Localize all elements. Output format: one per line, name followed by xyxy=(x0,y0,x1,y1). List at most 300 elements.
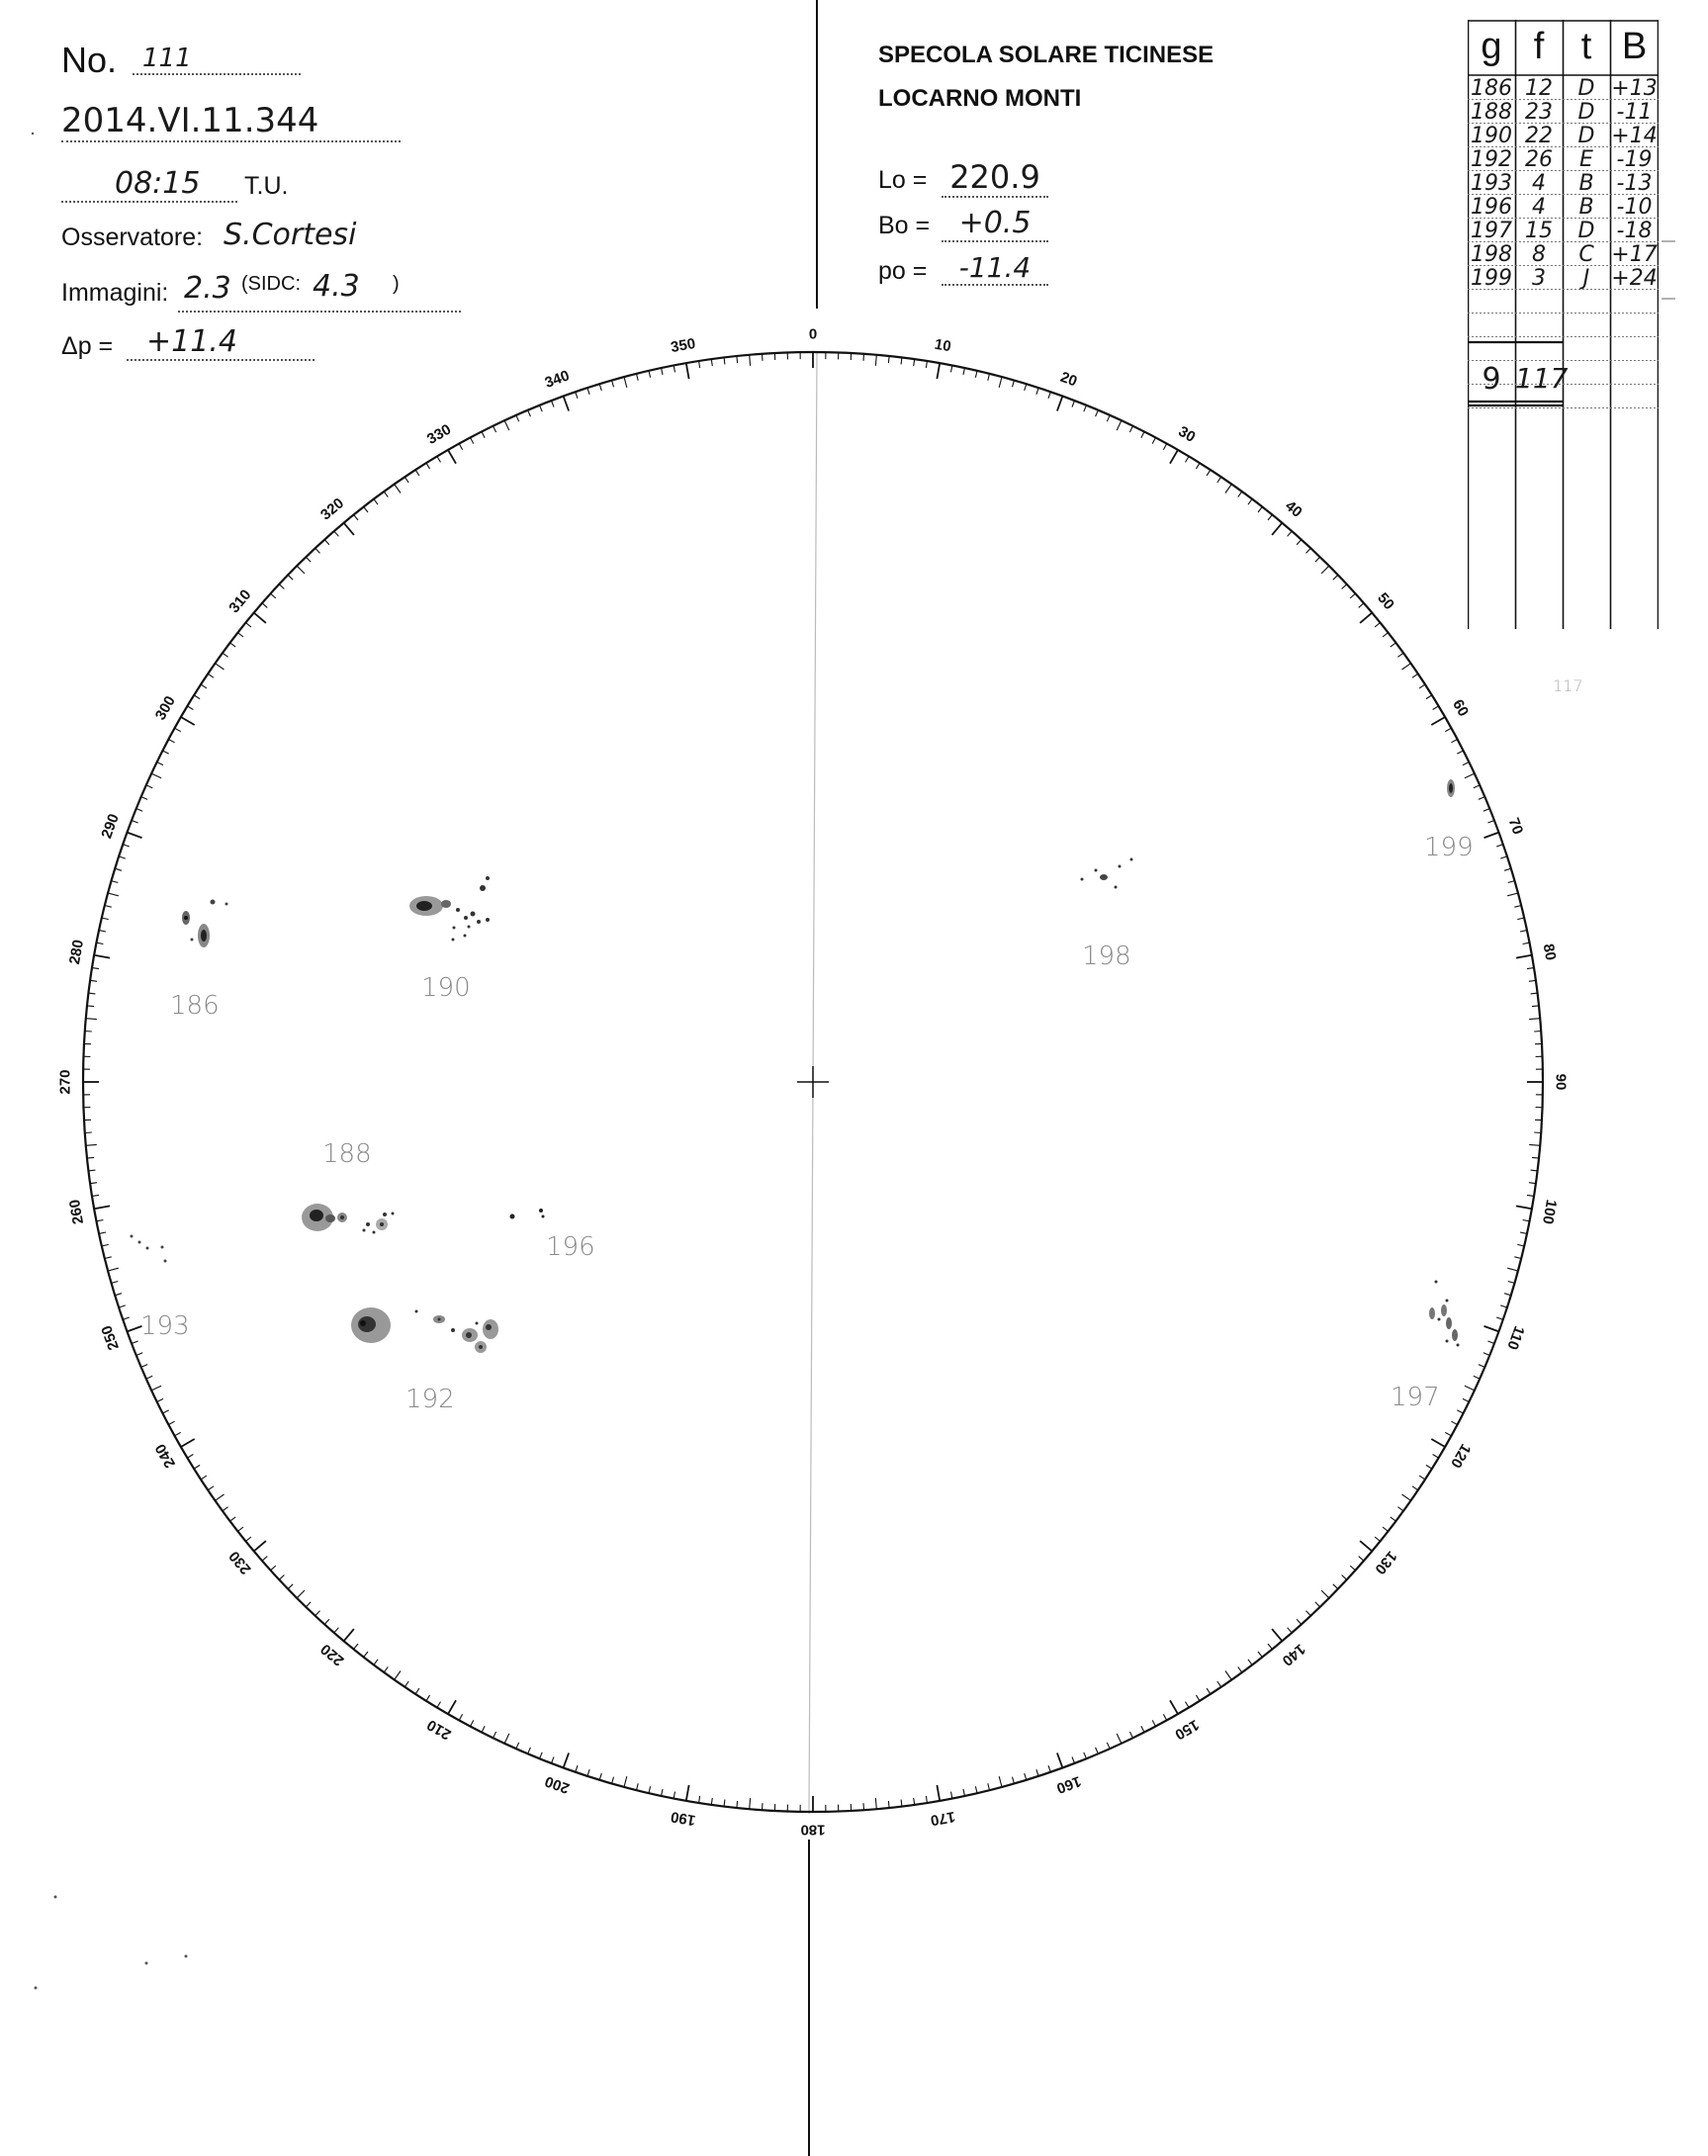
degree-tick xyxy=(1483,1353,1490,1356)
degree-tick xyxy=(315,548,320,553)
degree-tick xyxy=(763,1803,764,1810)
degree-tick xyxy=(1217,477,1221,483)
degree-tick xyxy=(662,1789,663,1796)
degree-tick xyxy=(1402,664,1411,670)
degree-tick xyxy=(1517,1244,1524,1246)
sunspot-group-190 xyxy=(409,876,490,942)
B0-label: Bo = xyxy=(878,212,931,239)
degree-tick xyxy=(1426,1465,1432,1469)
table-cell-g: 188 xyxy=(1471,100,1512,125)
degree-tick xyxy=(254,613,266,623)
degree-tick xyxy=(94,955,110,958)
degree-tick xyxy=(1383,633,1389,637)
degree-tick xyxy=(237,633,243,637)
degree-tick xyxy=(306,557,311,562)
degree-tick xyxy=(1306,548,1311,553)
degree-tick xyxy=(914,359,915,366)
degree-label: 230 xyxy=(225,1547,255,1577)
degree-tick xyxy=(384,492,388,497)
degree-tick xyxy=(901,1800,902,1807)
number-value: 111 xyxy=(133,44,301,75)
degree-tick xyxy=(1107,1743,1110,1749)
degree-label: 310 xyxy=(225,586,255,617)
degree-tick xyxy=(384,1666,388,1672)
degree-tick xyxy=(1514,906,1521,908)
degree-tick xyxy=(1402,1494,1411,1500)
degree-tick xyxy=(1350,593,1355,598)
degree-tick xyxy=(1391,643,1396,647)
degree-tick xyxy=(1306,1611,1311,1616)
degree-tick xyxy=(426,463,430,469)
degree-tick xyxy=(271,1566,276,1571)
degree-tick xyxy=(1426,695,1432,699)
table-cell-g: 192 xyxy=(1471,147,1512,172)
observer-value: S.Cortesi xyxy=(224,218,357,252)
degree-tick xyxy=(246,1537,251,1541)
degree-tick xyxy=(364,506,368,512)
degree-tick xyxy=(1531,993,1538,994)
degree-tick xyxy=(1013,381,1015,388)
degree-tick xyxy=(405,1681,408,1687)
degree-tick xyxy=(914,1798,915,1805)
degree-tick xyxy=(1238,1666,1242,1672)
degree-tick xyxy=(1321,1590,1329,1598)
degree-tick xyxy=(1342,584,1347,589)
degree-label: 200 xyxy=(542,1772,573,1797)
degree-tick xyxy=(875,355,876,366)
degree-label: 140 xyxy=(1278,1640,1308,1669)
degree-tick xyxy=(374,499,378,505)
table-cell-g: 198 xyxy=(1471,242,1512,267)
sunspot-group-186 xyxy=(182,900,228,948)
table-cell-f: 23 xyxy=(1525,100,1553,125)
degree-tick xyxy=(1258,1652,1262,1658)
degree-tick xyxy=(437,456,441,462)
degree-tick xyxy=(201,684,207,688)
sunspot-group-199 xyxy=(1447,779,1455,797)
group-label-196: 196 xyxy=(546,1232,595,1262)
degree-tick xyxy=(516,1743,519,1749)
L0-value: 220.9 xyxy=(942,158,1048,198)
degree-tick xyxy=(863,1803,864,1810)
group-label-186: 186 xyxy=(170,991,220,1021)
degree-tick xyxy=(136,1353,143,1356)
degree-tick xyxy=(482,1726,485,1732)
degree-tick xyxy=(123,845,130,847)
degree-tick xyxy=(1451,1421,1457,1424)
degree-tick xyxy=(1496,1317,1503,1319)
degree-tick xyxy=(181,1439,195,1447)
degree-tick xyxy=(216,664,225,670)
degree-tick xyxy=(649,371,651,378)
degree-tick xyxy=(89,1170,96,1171)
degree-tick xyxy=(1433,1455,1439,1459)
table-cell-g: 196 xyxy=(1471,195,1512,220)
col-header-f: f xyxy=(1533,26,1545,67)
table-cell-g: 197 xyxy=(1471,219,1512,243)
degree-tick xyxy=(1451,740,1457,743)
degree-tick xyxy=(1272,523,1282,535)
degree-tick xyxy=(108,1268,119,1271)
group-label-198: 198 xyxy=(1082,942,1131,971)
degree-tick xyxy=(1484,833,1499,839)
degree-tick xyxy=(1057,397,1063,411)
table-cell-f: 15 xyxy=(1525,219,1553,243)
degree-tick xyxy=(1117,1734,1122,1744)
degree-tick xyxy=(1433,706,1439,710)
degree-tick xyxy=(1419,1476,1425,1480)
degree-tick xyxy=(963,1789,964,1796)
degree-tick xyxy=(374,1660,378,1665)
degree-tick xyxy=(1084,1752,1087,1759)
images-value: 2.3 xyxy=(184,271,231,306)
degree-tick xyxy=(87,1157,94,1158)
degree-tick xyxy=(875,1798,876,1809)
table-cell-t: J xyxy=(1582,266,1590,291)
degree-label: 0 xyxy=(808,325,818,343)
degree-tick xyxy=(1036,388,1038,395)
degree-tick xyxy=(1534,1032,1541,1033)
degree-tick xyxy=(504,1734,509,1744)
group-label-199: 199 xyxy=(1424,833,1474,862)
degree-tick xyxy=(1431,1439,1445,1447)
degree-tick xyxy=(494,1732,496,1738)
degree-tick xyxy=(863,354,864,361)
degree-tick xyxy=(279,584,284,589)
group-label-197: 197 xyxy=(1391,1383,1440,1412)
degree-tick xyxy=(528,410,531,416)
degree-tick xyxy=(306,1602,311,1607)
table-cell-t: C xyxy=(1578,242,1594,267)
degree-tick xyxy=(888,356,889,363)
degree-tick xyxy=(1048,1765,1050,1772)
table-cell-B: +14 xyxy=(1611,124,1658,148)
table-cell-B: +17 xyxy=(1611,242,1658,267)
degree-tick xyxy=(168,1421,174,1424)
degree-tick xyxy=(1516,1206,1532,1209)
degree-tick xyxy=(1520,931,1527,932)
degree-tick xyxy=(1315,1602,1320,1607)
degree-tick xyxy=(1474,785,1480,788)
group-label-190: 190 xyxy=(421,973,471,1003)
degree-tick xyxy=(132,1341,138,1344)
degree-tick xyxy=(1141,1726,1144,1732)
degree-label: 130 xyxy=(1371,1547,1400,1577)
degree-tick xyxy=(1504,868,1511,870)
degree-tick xyxy=(1360,1541,1372,1551)
degree-tick xyxy=(1507,1268,1518,1271)
degree-tick xyxy=(1268,1644,1272,1649)
degree-tick xyxy=(1419,684,1425,688)
degree-tick xyxy=(208,674,214,677)
degree-tick xyxy=(105,1257,112,1259)
degree-tick xyxy=(1163,1714,1166,1720)
degree-tick xyxy=(1025,384,1027,391)
degree-label: 90 xyxy=(1552,1073,1570,1091)
degree-tick xyxy=(576,1765,578,1772)
degree-tick xyxy=(1107,415,1110,421)
degree-tick xyxy=(354,515,358,520)
degree-tick xyxy=(1523,1220,1530,1221)
degree-label: 240 xyxy=(151,1440,179,1472)
degree-tick xyxy=(237,1527,243,1531)
degree-tick xyxy=(1534,1132,1541,1133)
sunspot-group-193 xyxy=(131,1235,167,1263)
degree-tick xyxy=(123,1317,130,1319)
degree-tick xyxy=(90,1183,97,1184)
images-label: Immagini: xyxy=(61,279,169,307)
table-cell-t: B xyxy=(1578,195,1594,220)
degree-tick xyxy=(87,1006,94,1007)
degree-tick xyxy=(1207,1688,1211,1694)
degree-tick xyxy=(540,1752,543,1759)
degree-tick xyxy=(1529,980,1536,981)
degree-tick xyxy=(1516,955,1532,958)
degree-tick xyxy=(1152,437,1155,443)
degree-tick xyxy=(504,420,509,430)
degree-tick xyxy=(334,1628,339,1633)
degree-label: 50 xyxy=(1374,589,1397,613)
degree-label: 280 xyxy=(65,938,88,966)
degree-tick xyxy=(437,1702,441,1708)
degree-tick xyxy=(1375,623,1380,627)
degree-tick xyxy=(1248,1660,1252,1665)
degree-tick xyxy=(146,785,152,788)
degree-tick xyxy=(1431,717,1445,725)
degree-label: 290 xyxy=(98,811,123,842)
sunspot-group-188 xyxy=(302,1204,395,1234)
degree-tick xyxy=(97,1220,104,1221)
degree-tick xyxy=(194,695,200,699)
degree-tick xyxy=(1096,410,1099,416)
degree-label: 220 xyxy=(317,1640,348,1669)
degree-tick xyxy=(102,918,109,920)
degree-tick xyxy=(151,1386,161,1391)
degree-tick xyxy=(105,906,112,908)
sidc-value: 4.3 xyxy=(313,269,360,304)
degree-tick xyxy=(1272,1629,1282,1641)
degree-tick xyxy=(1207,470,1211,476)
degree-tick xyxy=(763,354,764,361)
degree-tick xyxy=(181,717,195,725)
degree-tick xyxy=(951,366,952,373)
table-cell-t: D xyxy=(1577,124,1595,148)
degree-tick xyxy=(194,1465,200,1469)
degree-tick xyxy=(157,763,163,765)
degree-tick xyxy=(1072,1756,1075,1763)
table-cell-B: -11 xyxy=(1616,100,1653,125)
degree-tick xyxy=(90,980,97,981)
degree-tick xyxy=(1170,1700,1178,1714)
degree-tick xyxy=(102,1244,109,1246)
degree-tick xyxy=(1500,856,1507,858)
degree-tick xyxy=(1152,1720,1155,1726)
table-cell-f: 12 xyxy=(1525,76,1553,101)
degree-label: 260 xyxy=(65,1198,88,1226)
degree-tick xyxy=(1500,1305,1507,1307)
degree-tick xyxy=(1360,613,1372,623)
degree-tick xyxy=(482,431,485,437)
table-cell-t: D xyxy=(1577,100,1595,125)
degree-tick xyxy=(1025,1773,1027,1780)
degree-tick xyxy=(288,1584,293,1589)
table-cell-f: 3 xyxy=(1532,266,1546,291)
table-cell-B: +13 xyxy=(1611,76,1658,101)
degree-tick xyxy=(1186,456,1190,462)
degree-tick xyxy=(724,1800,725,1807)
table-cell-B: -13 xyxy=(1616,171,1653,196)
degree-tick xyxy=(686,363,689,379)
degree-tick xyxy=(297,566,305,574)
degree-tick xyxy=(146,1376,152,1379)
degree-tick xyxy=(471,437,474,443)
degree-label: 160 xyxy=(1053,1772,1084,1797)
degree-tick xyxy=(262,603,267,608)
degree-tick xyxy=(1483,809,1490,812)
degree-tick xyxy=(699,361,700,368)
date-value xyxy=(61,101,401,142)
col-header-B: B xyxy=(1621,26,1648,67)
degree-tick xyxy=(459,444,462,450)
degree-tick xyxy=(89,993,96,994)
sunspot-group-196 xyxy=(510,1209,545,1219)
time-unit: T.U. xyxy=(244,172,289,200)
degree-tick xyxy=(175,1432,181,1435)
degree-tick xyxy=(1196,463,1200,469)
degree-tick xyxy=(624,377,627,388)
degree-tick xyxy=(108,893,119,896)
col-header-t: t xyxy=(1580,26,1592,67)
degree-tick xyxy=(1141,431,1144,437)
degree-tick xyxy=(1350,1566,1355,1571)
degree-tick xyxy=(334,531,339,536)
degree-tick xyxy=(132,821,138,824)
degree-tick xyxy=(711,359,712,366)
degree-tick xyxy=(1186,1702,1190,1708)
degree-label: 210 xyxy=(423,1716,455,1744)
degree-tick xyxy=(926,1796,927,1803)
degree-tick xyxy=(315,1611,320,1616)
degree-tick xyxy=(1507,893,1518,896)
degree-tick xyxy=(86,1019,97,1020)
degree-tick xyxy=(1487,821,1494,824)
group-label-188: 188 xyxy=(322,1139,372,1169)
B0-value: +0.5 xyxy=(942,206,1048,242)
table-cell-f: 26 xyxy=(1525,147,1553,172)
degree-tick xyxy=(951,1792,952,1799)
degree-tick xyxy=(344,1629,354,1641)
degree-tick xyxy=(1084,405,1087,412)
degree-tick xyxy=(1527,968,1534,969)
degree-tick xyxy=(1359,603,1364,608)
observer-label: Osservatore: xyxy=(61,224,204,251)
degree-tick xyxy=(1129,1732,1132,1738)
table-cell-B: -19 xyxy=(1616,147,1653,172)
degree-label: 40 xyxy=(1282,497,1305,521)
degree-tick xyxy=(1238,492,1242,497)
degree-tick xyxy=(1057,1753,1063,1768)
degree-tick xyxy=(1474,1376,1480,1379)
degree-tick xyxy=(128,833,142,839)
degree-tick xyxy=(540,405,543,412)
degree-label: 20 xyxy=(1057,368,1080,391)
degree-tick xyxy=(187,706,193,710)
degree-tick xyxy=(1072,401,1075,407)
degree-tick xyxy=(354,1644,358,1649)
degree-tick xyxy=(1383,1527,1389,1531)
degree-tick xyxy=(975,371,977,378)
degree-tick xyxy=(115,1294,122,1296)
degree-tick xyxy=(587,1769,589,1776)
degree-tick xyxy=(1463,1398,1469,1401)
degree-tick xyxy=(1268,515,1272,520)
sidc-label: (SIDC: xyxy=(241,273,301,295)
degree-tick xyxy=(471,1720,474,1726)
degree-tick xyxy=(711,1798,712,1805)
degree-tick xyxy=(1412,1486,1418,1490)
degree-tick xyxy=(1517,918,1524,920)
degree-tick xyxy=(587,388,589,395)
degree-tick xyxy=(637,1783,639,1790)
degree-label: 270 xyxy=(56,1069,74,1095)
degree-tick xyxy=(1258,506,1262,512)
degree-tick xyxy=(612,1777,614,1784)
degree-tick xyxy=(888,1801,889,1808)
degree-tick xyxy=(168,740,174,743)
degree-tick xyxy=(1479,797,1484,800)
degree-tick xyxy=(1514,1257,1521,1259)
degree-tick xyxy=(750,1798,751,1809)
degree-tick xyxy=(1445,1432,1451,1435)
degree-tick xyxy=(1297,1619,1302,1624)
degree-tick xyxy=(737,356,738,363)
degree-tick xyxy=(1529,1144,1540,1145)
degree-tick xyxy=(750,355,751,366)
degree-tick xyxy=(494,426,496,432)
degree-label: 120 xyxy=(1447,1440,1475,1472)
degree-tick xyxy=(99,931,106,932)
degree-tick xyxy=(662,368,663,375)
degree-label: 150 xyxy=(1171,1716,1203,1744)
degree-tick xyxy=(1288,531,1293,536)
degree-tick xyxy=(1412,674,1418,677)
degree-tick xyxy=(1117,420,1122,430)
degree-tick xyxy=(1532,1157,1539,1158)
degree-tick xyxy=(395,485,401,494)
degree-label: 330 xyxy=(423,420,455,448)
table-cell-g: 190 xyxy=(1471,124,1512,148)
table-cell-t: D xyxy=(1577,76,1595,101)
degree-tick xyxy=(1013,1777,1015,1784)
degree-tick xyxy=(937,1785,940,1801)
degree-tick xyxy=(288,575,293,580)
observatory-name: SPECOLA SOLARE TICINESE xyxy=(878,42,1214,68)
group-label-192: 192 xyxy=(405,1385,455,1414)
table-cell-f: 8 xyxy=(1532,242,1546,267)
degree-tick xyxy=(1463,763,1469,765)
sunspot-group-198 xyxy=(1081,858,1133,889)
total-spots: 117 xyxy=(1515,362,1569,395)
table-cell-B: -10 xyxy=(1616,195,1653,220)
degree-tick xyxy=(1170,450,1178,464)
table-cell-t: B xyxy=(1578,171,1594,196)
degree-label: 60 xyxy=(1449,696,1473,720)
degree-label: 10 xyxy=(933,335,952,356)
degree-tick xyxy=(1359,1557,1364,1562)
table-cell-g: 199 xyxy=(1471,266,1512,291)
date-text: 2014.VI.11.344 xyxy=(61,101,319,140)
table-cell-B: -18 xyxy=(1616,219,1653,243)
